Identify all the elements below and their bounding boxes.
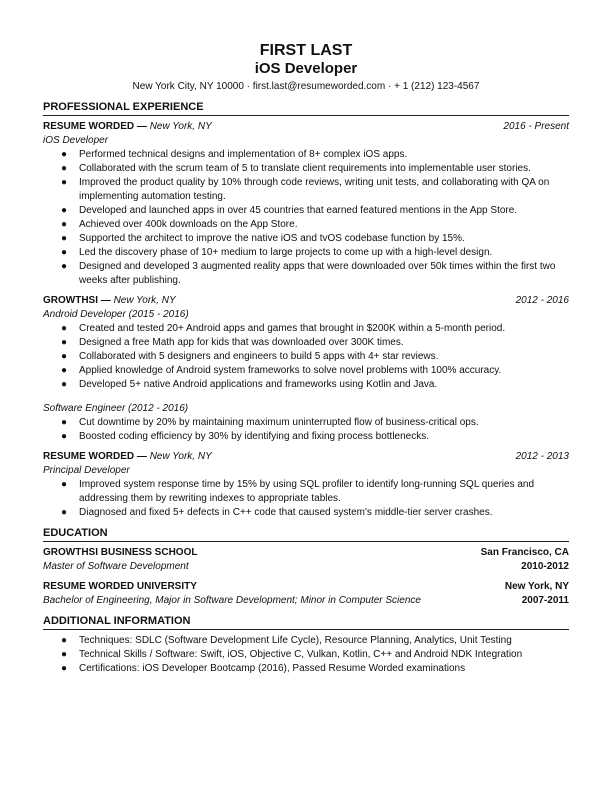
- bullet-icon: ●: [61, 351, 68, 362]
- bullet-icon: ●: [61, 649, 68, 660]
- bullet-item: [43, 378, 569, 392]
- bullet-icon: ●: [61, 233, 68, 244]
- experience-section: [43, 120, 569, 520]
- job-org-location: [43, 294, 176, 308]
- bullet-text: Collaborated with the scrum team of 5 to translate client requirements into implementable user stories.: [79, 163, 531, 174]
- school-location: New York, NY: [504, 581, 569, 592]
- name-heading: FIRST LAST: [259, 42, 353, 59]
- bullet-icon: ●: [61, 507, 68, 518]
- bullet-item: [43, 478, 569, 506]
- bullet-text: Designed and developed 3 augmented reality apps that were downloaded over 50k times within the first two weeks after publishing.: [79, 261, 556, 286]
- job-header-row: [43, 294, 569, 308]
- bullet-text: Led the discovery phase of 10+ medium to large projects to come up with a high-level design.: [79, 247, 493, 258]
- bullet-item: [43, 204, 569, 218]
- bullet-icon: ●: [61, 431, 68, 442]
- school-name: RESUME WORDED UNIVERSITY: [43, 581, 197, 592]
- bullet-icon: ●: [61, 163, 68, 174]
- bullet-text: Technical Skills / Software: Swift, iOS, Objective C, Vulkan, Kotlin, C++ and Android NDK Integration: [79, 649, 523, 660]
- job-org-location: [43, 450, 212, 464]
- degree-name: Bachelor of Engineering, Major in Software Development; Minor in Computer Science: [43, 595, 421, 606]
- job-dates: 2012 - 2013: [515, 451, 569, 462]
- bullet-text: Techniques: SDLC (Software Development Life Cycle), Resource Planning, Analytics, Unit Testing: [79, 635, 512, 646]
- school-name: GROWTHSI BUSINESS SCHOOL: [43, 547, 198, 558]
- company-name: RESUME WORDED —: [43, 121, 147, 132]
- bullet-text: Improved the product quality by 10% through code reviews, writing unit tests, and collaborating with QA on implementing automation testing.: [79, 177, 550, 202]
- bullet-item: [43, 430, 569, 444]
- bullet-icon: ●: [61, 247, 68, 258]
- bullet-item: [43, 322, 569, 336]
- section-heading-experience: PROFESSIONAL EXPERIENCE: [43, 101, 569, 116]
- bullet-text: Developed and launched apps in over 45 countries that earned featured mentions in the App Store.: [79, 205, 518, 216]
- bullet-item: [43, 634, 569, 648]
- degree-name: Master of Software Development: [43, 561, 189, 572]
- company-name: RESUME WORDED —: [43, 451, 147, 462]
- bullet-text: Applied knowledge of Android system frameworks to solve novel problems with 100% accuracy.: [79, 365, 502, 376]
- bullet-text: Certifications: iOS Developer Bootcamp (2016), Passed Resume Worded examinations: [79, 663, 466, 674]
- job-dates: 2012 - 2016: [515, 295, 569, 306]
- bullet-icon: ●: [61, 261, 68, 272]
- bullet-text: Boosted coding efficiency by 30% by identifying and fixing process bottlenecks.: [79, 431, 430, 442]
- bullet-icon: ●: [61, 205, 68, 216]
- bullet-item: [43, 350, 569, 364]
- bullet-item: [43, 176, 569, 204]
- section-heading-education: EDUCATION: [43, 527, 569, 542]
- bullet-icon: ●: [61, 323, 68, 334]
- bullet-icon: ●: [61, 149, 68, 160]
- job-location: New York, NY: [149, 451, 212, 462]
- bullet-icon: ●: [61, 479, 68, 490]
- job-location: New York, NY: [149, 121, 212, 132]
- section-heading-additional: ADDITIONAL INFORMATION: [43, 615, 569, 630]
- role-title: Software Engineer (2012 - 2016): [43, 403, 189, 414]
- bullet-item: [43, 648, 569, 662]
- job-entry: [43, 294, 569, 444]
- job-org-location: [43, 120, 212, 134]
- education-entry: [43, 546, 569, 574]
- bullet-item: [43, 416, 569, 430]
- bullet-item: [43, 162, 569, 176]
- role-title: Principal Developer: [43, 465, 130, 476]
- bullet-icon: ●: [61, 663, 68, 674]
- education-entry: [43, 580, 569, 608]
- role-bullets: [43, 478, 569, 520]
- bullet-text: Created and tested 20+ Android apps and games that brought in $200K within a 5-month period.: [79, 323, 506, 334]
- job-entry: [43, 120, 569, 288]
- degree-dates: 2010-2012: [521, 561, 569, 572]
- role-bullets: [43, 322, 569, 392]
- bullet-item: [43, 336, 569, 350]
- bullet-icon: ●: [61, 177, 68, 188]
- additional-info-list: [43, 634, 569, 676]
- bullet-text: Improved system response time by 15% by using SQL profiler to identify long-running SQL queries and addressing them by rewriting indexes to appropriate tables.: [79, 479, 535, 504]
- bullet-item: [43, 662, 569, 676]
- bullet-text: Cut downtime by 20% by maintaining maximum uninterrupted flow of business-critical ops.: [79, 417, 479, 428]
- bullet-item: [43, 218, 569, 232]
- school-row: [43, 546, 569, 560]
- job-dates: 2016 - Present: [503, 121, 569, 132]
- bullet-icon: ●: [61, 379, 68, 390]
- contact-line: New York City, NY 10000 · first.last@resumeworded.com · + 1 (212) 123-4567: [132, 81, 480, 92]
- bullet-icon: ●: [61, 365, 68, 376]
- bullet-text: Diagnosed and fixed 5+ defects in C++ code that caused system's middle-tier server crashes.: [79, 507, 493, 518]
- job-header-row: [43, 120, 569, 134]
- role-title: Android Developer (2015 - 2016): [43, 309, 189, 320]
- company-name: GROWTHSI —: [43, 295, 111, 306]
- bullet-item: [43, 148, 569, 162]
- degree-row: [43, 560, 569, 574]
- bullet-text: Designed a free Math app for kids that was downloaded over 300K times.: [79, 337, 404, 348]
- bullet-text: Developed 5+ native Android applications and frameworks using Kotlin and Java.: [79, 379, 438, 390]
- bullet-item: [43, 506, 569, 520]
- degree-row: [43, 594, 569, 608]
- bullet-item: [43, 364, 569, 378]
- bullet-text: Supported the architect to improve the native iOS and tvOS codebase function by 15%.: [79, 233, 465, 244]
- role-bullets: [43, 148, 569, 288]
- role-spacer: [43, 392, 569, 402]
- school-location: San Francisco, CA: [480, 547, 569, 558]
- bullet-item: [43, 232, 569, 246]
- job-location: New York, NY: [113, 295, 176, 306]
- school-row: [43, 580, 569, 594]
- bullet-icon: ●: [61, 219, 68, 230]
- bullet-text: Collaborated with 5 designers and engineers to build 5 apps with 4+ star reviews.: [79, 351, 439, 362]
- bullet-item: [43, 260, 569, 288]
- job-header-row: [43, 450, 569, 464]
- role-title: iOS Developer: [43, 135, 109, 146]
- bullet-text: Achieved over 400k downloads on the App Store.: [79, 219, 298, 230]
- bullet-text: Performed technical designs and implementation of 8+ complex iOS apps.: [79, 149, 408, 160]
- bullet-item: [43, 246, 569, 260]
- bullet-icon: ●: [61, 417, 68, 428]
- degree-dates: 2007-2011: [521, 595, 569, 606]
- education-section: [43, 546, 569, 608]
- bullet-icon: ●: [61, 337, 68, 348]
- role-bullets: [43, 416, 569, 444]
- job-entry: [43, 450, 569, 520]
- bullet-icon: ●: [61, 635, 68, 646]
- job-title: iOS Developer: [254, 60, 358, 77]
- resume-page: [43, 41, 569, 676]
